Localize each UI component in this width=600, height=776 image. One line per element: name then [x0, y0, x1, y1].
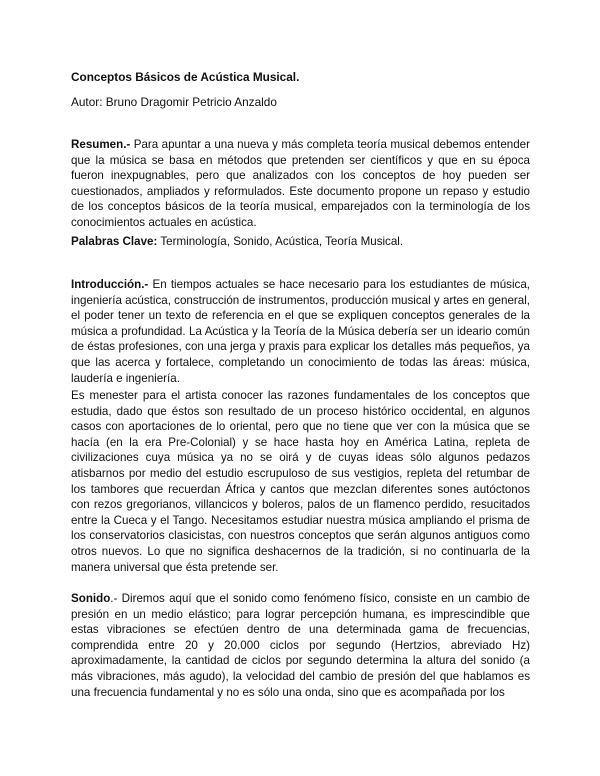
- document-title: Conceptos Básicos de Acústica Musical.: [71, 70, 300, 84]
- sound-paragraph: [71, 591, 530, 700]
- keywords-paragraph: [71, 234, 530, 250]
- introduction-heading: Introducción.-: [71, 278, 149, 291]
- sound-heading: Sonido: [71, 592, 111, 605]
- abstract-paragraph: [71, 137, 530, 231]
- introduction-paragraph: [71, 277, 530, 386]
- document-author: Autor: Bruno Dragomir Petricio Anzaldo: [71, 95, 277, 109]
- sound-text: .- Diremos aquí que el sonido como fenómeno físico, consiste en un cambio de presión en un medio elástico; para lograr percepción humana, es imprescindible que estas vibraciones se efectúen dentro de una determinada gama de frecuencias, comprendida entre 20 y 20.000 ciclos por segundo (Hertzios, abreviado Hz) aproximadamente, la cantidad de ciclos por segundo determina la altura del sonido (a más vibraciones, más agudo), la velocidad del cambio de presión del que hablamos es una frecuencia fundamental y no es sólo una onda, sino que es acompañada por los: [71, 592, 530, 699]
- introduction-text: En tiempos actuales se hace necesario para los estudiantes de música, ingeniería acústica, construcción de instrumentos, producción musical y artes en general, el poder tener un texto de referencia en el que se expliquen conceptos generales de la música a profundidad. La Acústica y la Teoría de la Música debería ser un ideario común de éstas profesiones, con una jerga y praxis para explicar los detalles más pequeños, ya que las acerca y fortalece, completando un conocimiento de todas las áreas: música, laudería e ingeniería.: [71, 278, 530, 385]
- abstract-heading: Resumen.-: [71, 138, 131, 151]
- keywords-text: Terminología, Sonido, Acústica, Teoría Musical.: [157, 235, 404, 248]
- keywords-heading: Palabras Clave:: [71, 235, 158, 248]
- abstract-text: Para apuntar a una nueva y más completa teoría musical debemos entender que la música se basa en métodos que pretenden ser científicos y que en su época fueron inexpugnables, pero que analizados con los conceptos de hoy pueden ser cuestionados, ampliados y reformulados. Este documento propone un repaso y estudio de los conceptos básicos de la teoría musical, emparejados con la terminología de los conocimientos actuales en acústica.: [71, 138, 530, 229]
- body-paragraph: Es menester para el artista conocer las razones fundamentales de los conceptos que estudia, dado que éstos son resultado de un proceso histórico occidental, en algunos casos con aportaciones de lo oriental, pero que no tiene que ver con la música que se hacía (en la era Pre-Colonial) y se hace hasta hoy en América Latina, repleta de civilizaciones cuya música ya no se oirá y de cuyas ideas sólo algunos pedazos atisbarnos por medio del estudio escrupuloso de sus vestigios, repleta del retumbar de los tambores que recuerdan África y cantos que mezclan diferentes sones autóctonos con rezos gregorianos, villancicos y boleros, palos de un flamenco perdido, resucitados entre la Cueca y el Tango. Necesitamos estudiar nuestra música ampliando el prisma de los conservatorios clasicistas, con nuestros conceptos que serán algunos antiguos como otros nuevos. Lo que no significa deshacernos de la tradición, si no continuarla de la manera universal que ésta pretende ser.: [71, 389, 530, 574]
